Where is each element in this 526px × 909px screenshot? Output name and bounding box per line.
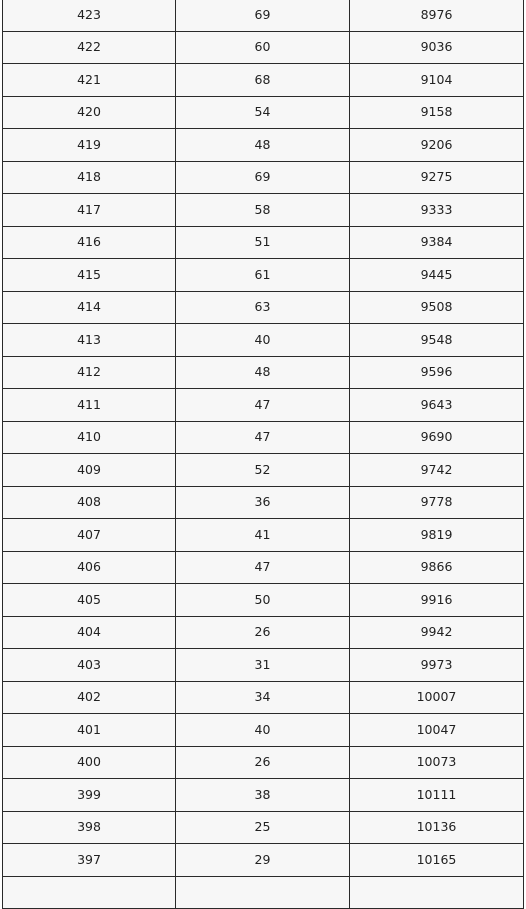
table-row xyxy=(3,161,524,194)
score-cell: 398 xyxy=(3,811,176,844)
cumulative-cell: 9333 xyxy=(350,194,524,227)
score-cell: 397 xyxy=(3,844,176,877)
table-row xyxy=(3,486,524,519)
score-cell: 409 xyxy=(3,454,176,487)
count-cell: 38 xyxy=(176,779,350,812)
score-table xyxy=(2,0,524,909)
count-cell: 25 xyxy=(176,811,350,844)
cumulative-cell: 9973 xyxy=(350,649,524,682)
cumulative-cell: 9596 xyxy=(350,356,524,389)
table-row xyxy=(3,779,524,812)
score-cell: 412 xyxy=(3,356,176,389)
score-cell: 403 xyxy=(3,649,176,682)
table-row xyxy=(3,259,524,292)
count-cell: 47 xyxy=(176,551,350,584)
table-row xyxy=(3,129,524,162)
table-row xyxy=(3,324,524,357)
count-cell: 68 xyxy=(176,64,350,97)
table-row xyxy=(3,876,524,909)
count-cell: 40 xyxy=(176,714,350,747)
count-cell: 50 xyxy=(176,584,350,617)
score-cell: 401 xyxy=(3,714,176,747)
cumulative-cell: 9742 xyxy=(350,454,524,487)
count-cell: 51 xyxy=(176,226,350,259)
count-cell: 31 xyxy=(176,649,350,682)
cumulative-cell: 9158 xyxy=(350,96,524,129)
cumulative-cell: 9690 xyxy=(350,421,524,454)
table-row xyxy=(3,64,524,97)
score-cell: 400 xyxy=(3,746,176,779)
score-cell xyxy=(3,876,176,909)
score-cell: 416 xyxy=(3,226,176,259)
score-cell: 414 xyxy=(3,291,176,324)
score-table-container xyxy=(2,0,523,909)
count-cell: 63 xyxy=(176,291,350,324)
cumulative-cell: 9942 xyxy=(350,616,524,649)
table-row xyxy=(3,681,524,714)
score-cell: 422 xyxy=(3,31,176,64)
score-cell: 418 xyxy=(3,161,176,194)
table-row xyxy=(3,291,524,324)
cumulative-cell xyxy=(350,876,524,909)
count-cell: 26 xyxy=(176,746,350,779)
table-row xyxy=(3,584,524,617)
count-cell xyxy=(176,876,350,909)
count-cell: 69 xyxy=(176,0,350,31)
count-cell: 40 xyxy=(176,324,350,357)
table-row xyxy=(3,616,524,649)
count-cell: 54 xyxy=(176,96,350,129)
cumulative-cell: 9275 xyxy=(350,161,524,194)
score-table-body xyxy=(3,0,524,909)
count-cell: 60 xyxy=(176,31,350,64)
score-cell: 410 xyxy=(3,421,176,454)
count-cell: 41 xyxy=(176,519,350,552)
score-cell: 411 xyxy=(3,389,176,422)
cumulative-cell: 9445 xyxy=(350,259,524,292)
score-cell: 415 xyxy=(3,259,176,292)
table-row xyxy=(3,811,524,844)
cumulative-cell: 9643 xyxy=(350,389,524,422)
cumulative-cell: 9819 xyxy=(350,519,524,552)
score-cell: 413 xyxy=(3,324,176,357)
count-cell: 58 xyxy=(176,194,350,227)
cumulative-cell: 9866 xyxy=(350,551,524,584)
score-cell: 402 xyxy=(3,681,176,714)
count-cell: 29 xyxy=(176,844,350,877)
score-cell: 423 xyxy=(3,0,176,31)
cumulative-cell: 10111 xyxy=(350,779,524,812)
table-row xyxy=(3,194,524,227)
table-row xyxy=(3,96,524,129)
table-row xyxy=(3,519,524,552)
count-cell: 47 xyxy=(176,389,350,422)
cumulative-cell: 10007 xyxy=(350,681,524,714)
score-cell: 404 xyxy=(3,616,176,649)
count-cell: 69 xyxy=(176,161,350,194)
cumulative-cell: 9104 xyxy=(350,64,524,97)
score-cell: 420 xyxy=(3,96,176,129)
table-row xyxy=(3,551,524,584)
count-cell: 48 xyxy=(176,356,350,389)
score-cell: 408 xyxy=(3,486,176,519)
table-row xyxy=(3,0,524,31)
cumulative-cell: 9916 xyxy=(350,584,524,617)
score-cell: 419 xyxy=(3,129,176,162)
cumulative-cell: 10136 xyxy=(350,811,524,844)
table-row xyxy=(3,649,524,682)
count-cell: 36 xyxy=(176,486,350,519)
score-cell: 406 xyxy=(3,551,176,584)
score-cell: 417 xyxy=(3,194,176,227)
count-cell: 61 xyxy=(176,259,350,292)
table-row xyxy=(3,714,524,747)
cumulative-cell: 9206 xyxy=(350,129,524,162)
cumulative-cell: 9548 xyxy=(350,324,524,357)
score-cell: 421 xyxy=(3,64,176,97)
table-row xyxy=(3,844,524,877)
count-cell: 26 xyxy=(176,616,350,649)
cumulative-cell: 9036 xyxy=(350,31,524,64)
cumulative-cell: 9384 xyxy=(350,226,524,259)
table-row xyxy=(3,421,524,454)
count-cell: 52 xyxy=(176,454,350,487)
cumulative-cell: 10165 xyxy=(350,844,524,877)
count-cell: 34 xyxy=(176,681,350,714)
cumulative-cell: 8976 xyxy=(350,0,524,31)
count-cell: 48 xyxy=(176,129,350,162)
score-cell: 407 xyxy=(3,519,176,552)
cumulative-cell: 10047 xyxy=(350,714,524,747)
cumulative-cell: 9508 xyxy=(350,291,524,324)
cumulative-cell: 9778 xyxy=(350,486,524,519)
table-row xyxy=(3,226,524,259)
cumulative-cell: 10073 xyxy=(350,746,524,779)
table-row xyxy=(3,454,524,487)
count-cell: 47 xyxy=(176,421,350,454)
score-cell: 405 xyxy=(3,584,176,617)
table-row xyxy=(3,746,524,779)
table-row xyxy=(3,356,524,389)
table-row xyxy=(3,31,524,64)
table-row xyxy=(3,389,524,422)
score-cell: 399 xyxy=(3,779,176,812)
